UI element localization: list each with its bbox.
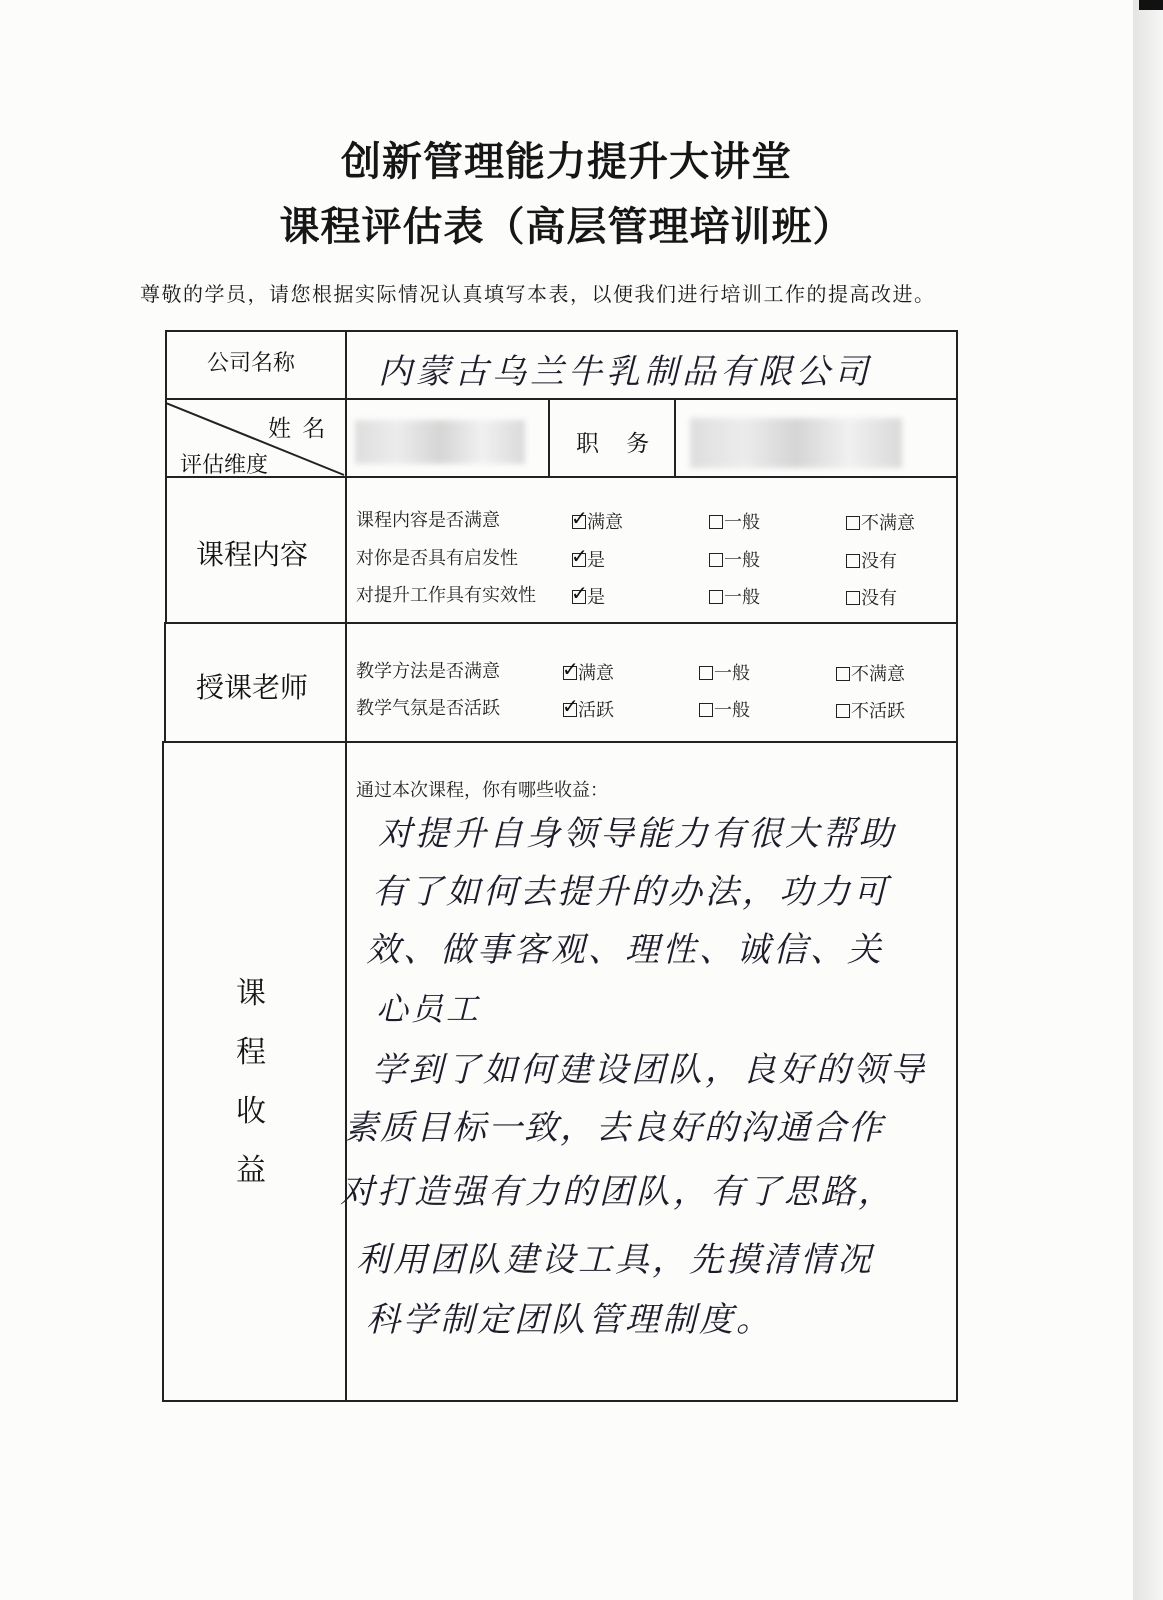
gains-handwritten-line: 有了如何去提升的办法，功力可 bbox=[372, 872, 890, 912]
scan-edge bbox=[1133, 0, 1163, 1600]
table-border-bottom bbox=[162, 1400, 958, 1402]
table-rule bbox=[165, 622, 958, 624]
table-column-divider bbox=[345, 330, 347, 1402]
redacted-position bbox=[690, 418, 902, 468]
table-border-top bbox=[166, 330, 958, 332]
course-q3-option-3[interactable]: 没有 bbox=[846, 584, 897, 610]
scan-corner-mark bbox=[1139, 0, 1163, 10]
course-content-label: 课程内容 bbox=[196, 538, 309, 571]
intro-text: 尊敬的学员，请您根据实际情况认真填写本表，以便我们进行培训工作的提高改进。 bbox=[140, 282, 936, 306]
table-border-right bbox=[956, 330, 958, 1402]
position-label: 职 务 bbox=[576, 431, 660, 457]
gains-handwritten-line: 学到了如何建设团队，良好的领导 bbox=[372, 1050, 927, 1090]
teacher-q1-option-2[interactable]: 一般 bbox=[699, 659, 750, 685]
course-q1-option-2[interactable]: 一般 bbox=[709, 508, 760, 534]
course-q2-option-2[interactable]: 一般 bbox=[709, 546, 760, 572]
teacher-q2-option-1[interactable]: ✓ 活跃 bbox=[562, 694, 614, 721]
teacher-question-2: 教学气氛是否活跃 bbox=[356, 698, 500, 719]
company-value-handwritten: 内蒙古乌兰牛乳制品有限公司 bbox=[378, 352, 872, 392]
table-column-divider bbox=[674, 398, 676, 476]
redacted-name bbox=[355, 420, 525, 464]
teacher-label: 授课老师 bbox=[196, 671, 309, 704]
course-question-2: 对你是否具有启发性 bbox=[356, 548, 518, 569]
table-border-left bbox=[164, 622, 166, 741]
course-q3-option-1[interactable]: ✓ 是 bbox=[571, 581, 605, 608]
gains-handwritten-line: 利用团队建设工具，先摸清情况 bbox=[356, 1240, 874, 1280]
table-border-left bbox=[162, 741, 164, 1402]
gains-handwritten-line: 科学制定团队管理制度。 bbox=[366, 1300, 773, 1340]
course-question-3: 对提升工作具有实效性 bbox=[356, 585, 536, 606]
table-column-divider bbox=[548, 398, 550, 476]
gains-handwritten-line: 素质目标一致，去良好的沟通合作 bbox=[344, 1108, 884, 1148]
course-question-1: 课程内容是否满意 bbox=[356, 510, 500, 531]
gains-handwritten-line: 效、做事客观、理性、诚信、关 bbox=[366, 930, 884, 970]
teacher-q2-option-3[interactable]: 不活跃 bbox=[836, 697, 905, 723]
gains-label-char-3: 收 bbox=[236, 1094, 266, 1129]
course-q1-option-3[interactable]: 不满意 bbox=[846, 509, 915, 535]
teacher-q1-option-1[interactable]: ✓ 满意 bbox=[562, 657, 614, 684]
gains-prompt: 通过本次课程，你有哪些收益： bbox=[356, 780, 608, 801]
gains-handwritten-line: 对打造强有力的团队，有了思路， bbox=[340, 1172, 895, 1212]
teacher-question-1: 教学方法是否满意 bbox=[356, 661, 500, 682]
teacher-q2-option-2[interactable]: 一般 bbox=[699, 696, 750, 722]
table-rule bbox=[164, 741, 958, 743]
gains-handwritten-line: 心员工 bbox=[376, 990, 482, 1028]
gains-label-char-2: 程 bbox=[236, 1035, 266, 1070]
teacher-q1-option-3[interactable]: 不满意 bbox=[836, 660, 905, 686]
gains-label-char-1: 课 bbox=[236, 976, 266, 1011]
course-q2-option-1[interactable]: ✓ 是 bbox=[571, 544, 605, 571]
company-label: 公司名称 bbox=[207, 351, 296, 376]
gains-handwritten-line: 对提升自身领导能力有很大帮助 bbox=[378, 814, 896, 854]
title-line-2: 课程评估表（高层管理培训班） bbox=[279, 204, 854, 250]
course-q2-option-3[interactable]: 没有 bbox=[846, 547, 897, 573]
title-line-1: 创新管理能力提升大讲堂 bbox=[341, 139, 792, 185]
course-q3-option-2[interactable]: 一般 bbox=[709, 583, 760, 609]
gains-label-char-4: 益 bbox=[236, 1153, 266, 1188]
dimension-label: 评估维度 bbox=[180, 453, 269, 478]
course-q1-option-1[interactable]: ✓ 满意 bbox=[571, 506, 623, 533]
name-label: 姓 名 bbox=[268, 416, 328, 442]
